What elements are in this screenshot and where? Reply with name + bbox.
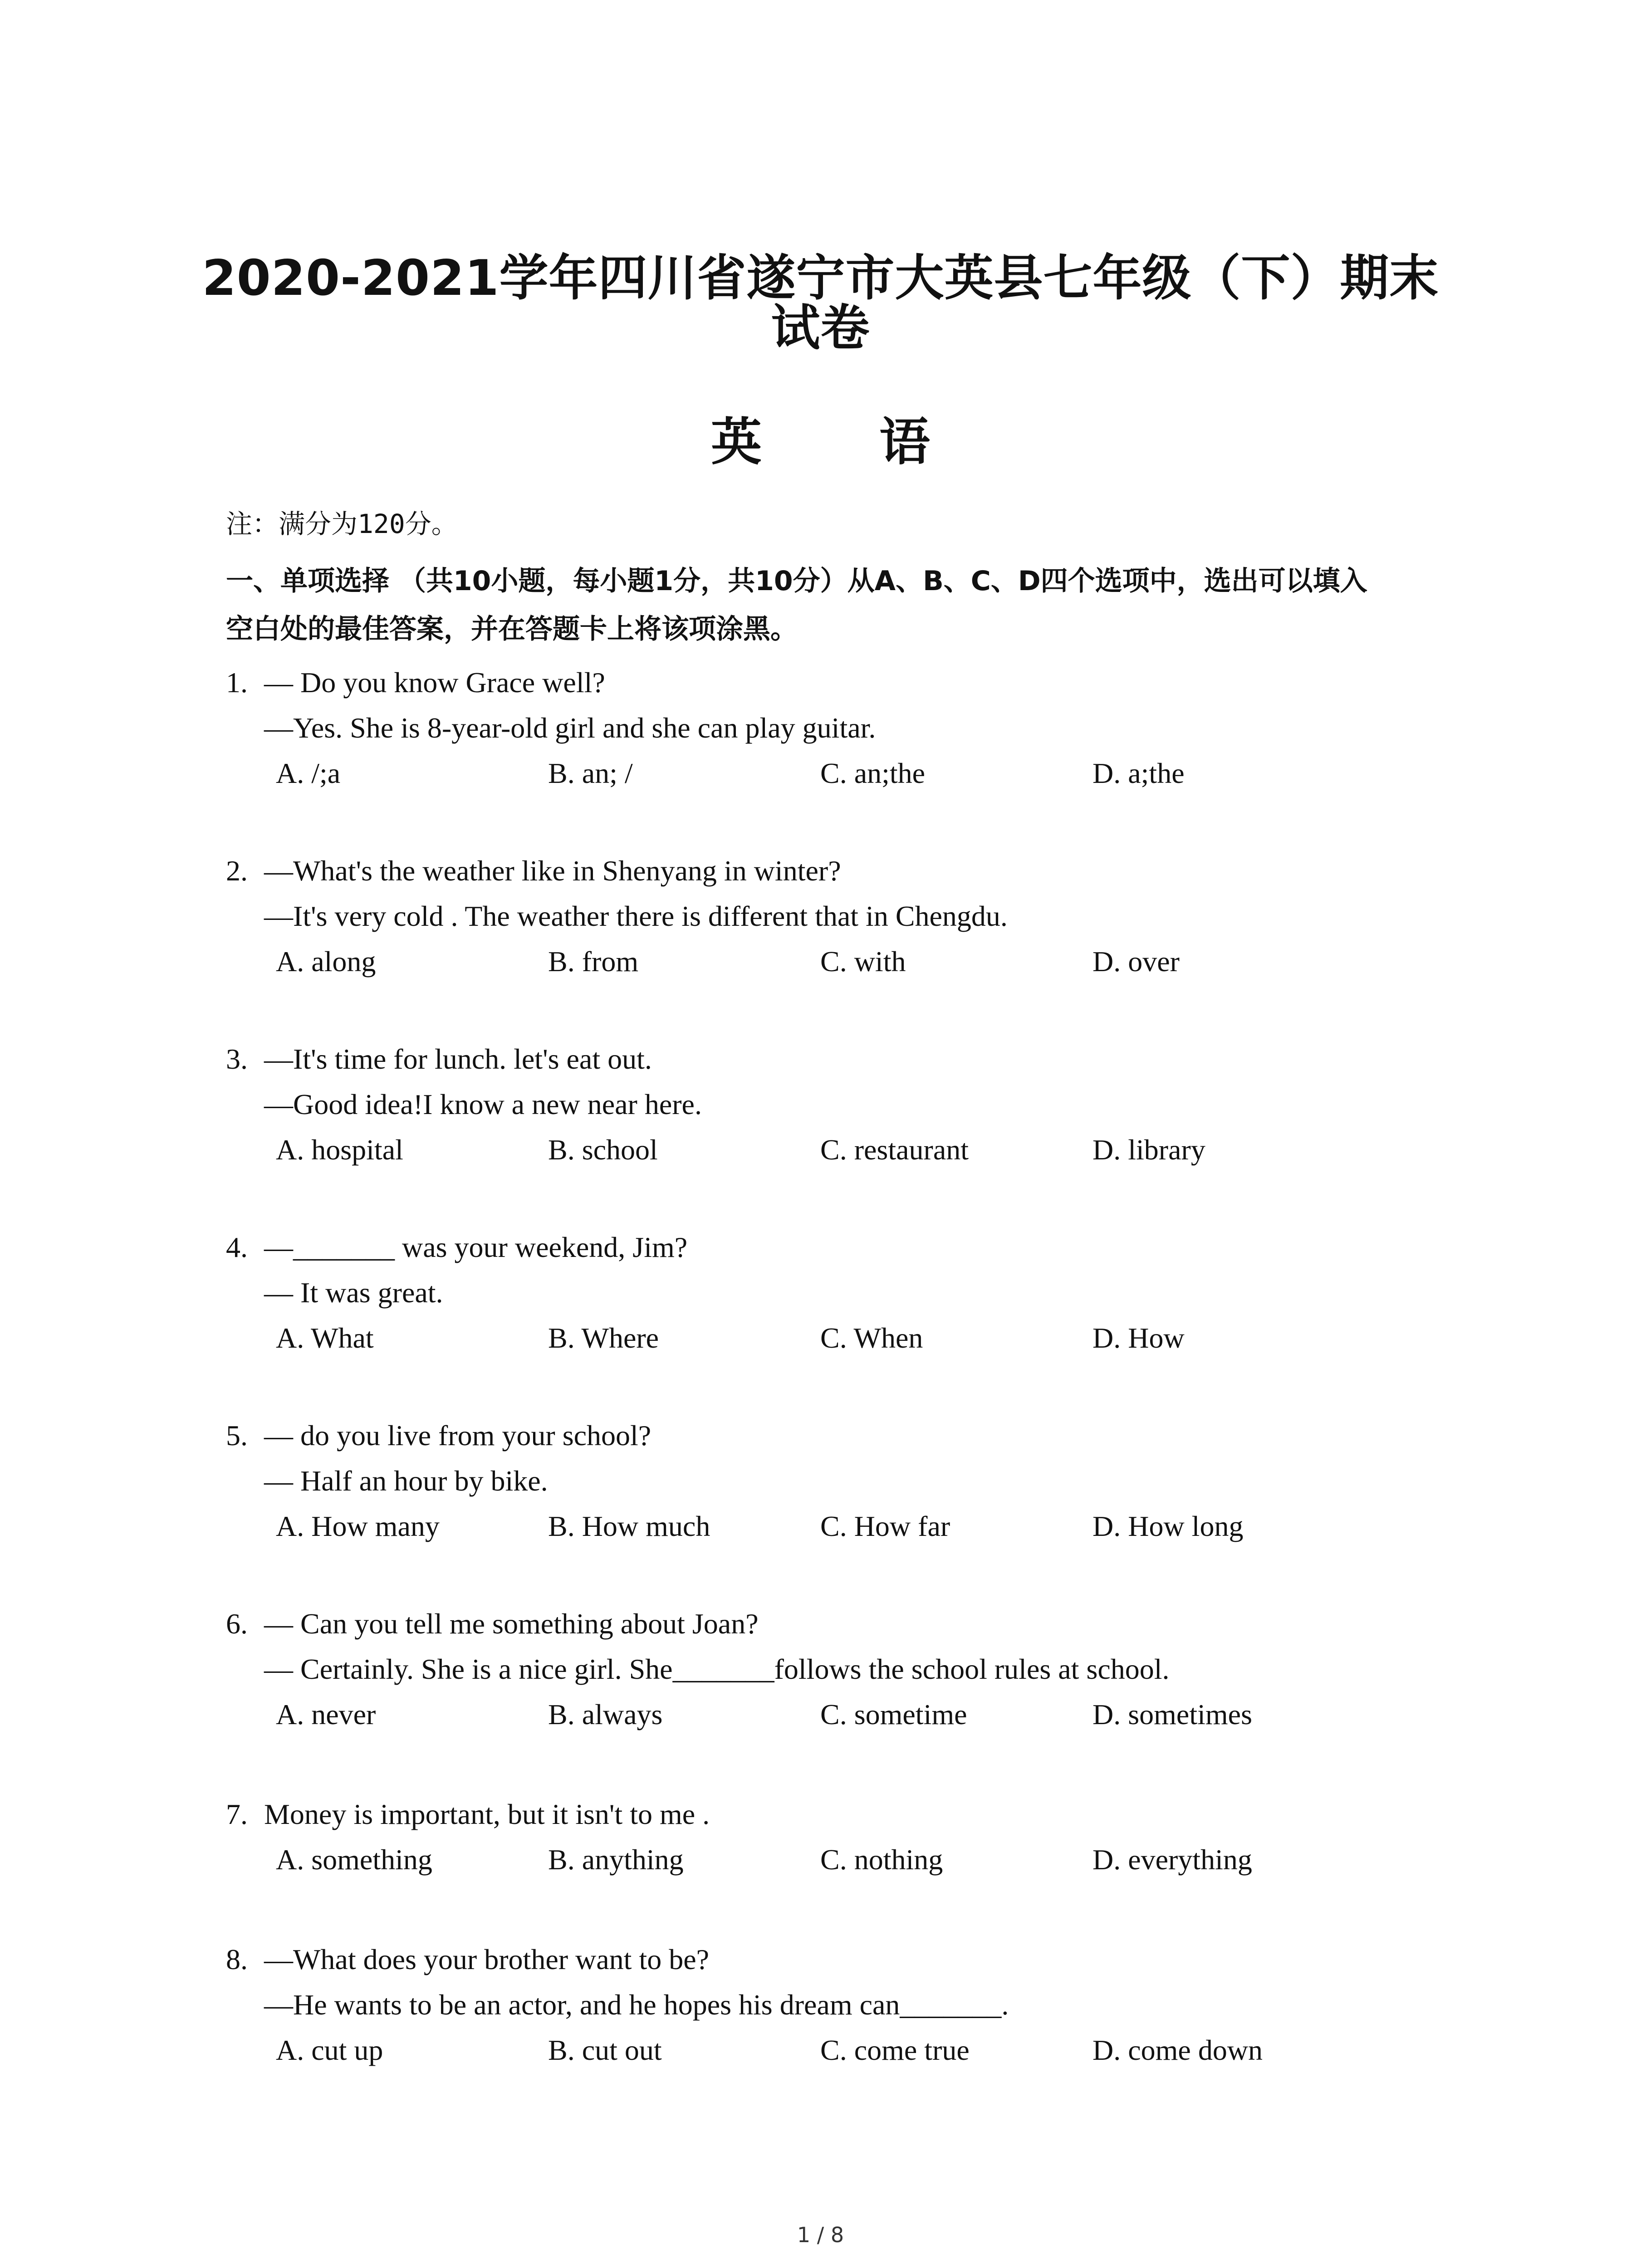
exam-title-line2: 试卷: [771, 300, 870, 357]
option-b[interactable]: B. Where: [548, 1322, 659, 1354]
question-7: [226, 1792, 1451, 1882]
option-c[interactable]: C. an;the: [820, 757, 926, 789]
option-b[interactable]: B. How much: [548, 1510, 710, 1542]
question-line: —Good idea!I know a new near here.: [264, 1088, 702, 1120]
question-2: [226, 848, 1451, 984]
instructions-line2: 空白处的最佳答案，并在答题卡上将该项涂黑。: [226, 613, 798, 645]
options-row: [226, 1692, 1451, 1737]
question-3: [226, 1036, 1451, 1173]
option-b[interactable]: B. anything: [548, 1843, 684, 1876]
question-number: 6.: [226, 1608, 248, 1640]
question-4: [226, 1225, 1451, 1361]
option-d[interactable]: D. a;the: [1092, 757, 1185, 789]
question-number: 4.: [226, 1231, 248, 1263]
option-a[interactable]: A. /;a: [276, 757, 341, 789]
question-line: — Half an hour by bike.: [264, 1465, 548, 1497]
question-8: [226, 1937, 1451, 2073]
question-number: 1.: [226, 666, 248, 699]
question-line: — do you live from your school?: [264, 1419, 652, 1452]
question-line: —What's the weather like in Shenyang in winter?: [264, 855, 841, 887]
question-1: [226, 660, 1451, 796]
option-a[interactable]: A. something: [276, 1843, 432, 1876]
options-row: [226, 1315, 1451, 1361]
option-d[interactable]: D. everything: [1092, 1843, 1252, 1876]
option-a[interactable]: A. How many: [276, 1510, 440, 1542]
options-row: [226, 1837, 1451, 1882]
question-line: — Do you know Grace well?: [264, 666, 605, 699]
option-a[interactable]: A. hospital: [276, 1134, 403, 1166]
options-row: [226, 939, 1451, 984]
option-d[interactable]: D. library: [1092, 1134, 1205, 1166]
option-b[interactable]: B. an; /: [548, 757, 633, 789]
option-b[interactable]: B. always: [548, 1698, 663, 1730]
option-a[interactable]: A. What: [276, 1322, 374, 1354]
option-b[interactable]: B. school: [548, 1134, 658, 1166]
question-number: 7.: [226, 1798, 248, 1830]
question-5: [226, 1413, 1451, 1549]
question-line: — Can you tell me something about Joan?: [264, 1608, 759, 1640]
option-d[interactable]: D. How long: [1092, 1510, 1244, 1542]
score-note: 注：满分为120分。: [226, 508, 458, 539]
subject-heading: 英 语: [711, 412, 980, 472]
option-d[interactable]: D. come down: [1092, 2034, 1263, 2066]
options-row: [226, 1127, 1451, 1173]
question-line: —It's time for lunch. let's eat out.: [264, 1043, 652, 1075]
instructions-line1: 一、单项选择 （共10小题，每小题1分，共10分）从A、B、C、D四个选项中，选出可以填入: [226, 565, 1367, 597]
question-line: —Yes. She is 8-year-old girl and she can play guitar.: [264, 712, 876, 744]
question-6: [226, 1601, 1451, 1737]
option-a[interactable]: A. never: [276, 1698, 376, 1730]
option-c[interactable]: C. restaurant: [820, 1134, 969, 1166]
option-c[interactable]: C. How far: [820, 1510, 950, 1542]
section-instructions: [226, 557, 1460, 653]
question-line: —He wants to be an actor, and he hopes his dream can_______.: [264, 1989, 1009, 2021]
option-d[interactable]: D. sometimes: [1092, 1698, 1252, 1730]
option-a[interactable]: A. cut up: [276, 2034, 383, 2066]
option-a[interactable]: A. along: [276, 945, 376, 978]
option-c[interactable]: C. come true: [820, 2034, 970, 2066]
exam-title-line1: 2020-2021学年四川省遂宁市大英县七年级（下）期末: [202, 250, 1439, 307]
page-indicator: 1 / 8: [797, 2223, 844, 2247]
option-c[interactable]: C. When: [820, 1322, 923, 1354]
option-c[interactable]: C. sometime: [820, 1698, 967, 1730]
question-number: 5.: [226, 1419, 248, 1452]
option-b[interactable]: B. cut out: [548, 2034, 662, 2066]
question-number: 8.: [226, 1943, 248, 1975]
options-row: [226, 1504, 1451, 1549]
option-b[interactable]: B. from: [548, 945, 639, 978]
question-number: 2.: [226, 855, 248, 887]
question-line: —It's very cold . The weather there is different that in Chengdu.: [264, 900, 1008, 932]
option-c[interactable]: C. nothing: [820, 1843, 943, 1876]
question-line: — Certainly. She is a nice girl. She_______follows the school rules at school.: [264, 1653, 1170, 1685]
question-line: —_______ was your weekend, Jim?: [264, 1231, 688, 1263]
question-line: —What does your brother want to be?: [264, 1943, 710, 1975]
option-c[interactable]: C. with: [820, 945, 906, 978]
question-number: 3.: [226, 1043, 248, 1075]
question-line: Money is important, but it isn't to me .: [264, 1798, 710, 1830]
question-line: — It was great.: [264, 1276, 443, 1309]
options-row: [226, 751, 1451, 796]
option-d[interactable]: D. over: [1092, 945, 1180, 978]
options-row: [226, 2028, 1451, 2073]
option-d[interactable]: D. How: [1092, 1322, 1185, 1354]
